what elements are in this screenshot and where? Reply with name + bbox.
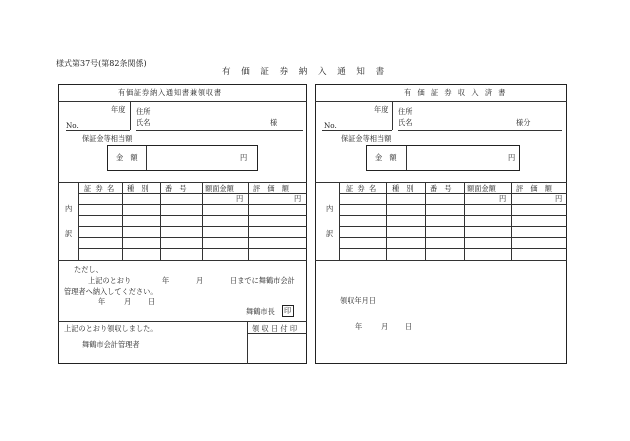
left-mayor: 舞鶴市長 [246, 307, 275, 316]
left-col-number: 番 号 [165, 184, 187, 193]
left-date-day: 日 [148, 297, 156, 306]
left-no-underline [66, 130, 130, 131]
left-title-divider [58, 101, 307, 102]
right-table-bottom [315, 260, 567, 261]
left-stamp-underline [247, 333, 307, 334]
right-col-face-value: 額面金額 [467, 184, 496, 193]
left-row-line-5 [78, 237, 307, 238]
left-notice-2: 上記のとおり [88, 276, 132, 285]
left-receipt-stamp: 領 収 日 付 印 [252, 324, 298, 333]
right-address-label: 住所 [398, 107, 413, 116]
right-col-type: 種 別 [392, 184, 414, 193]
left-notice-3: 日までに舞鶴市会計 [230, 276, 295, 285]
right-name-underline [398, 130, 562, 131]
left-row-line-1 [78, 193, 307, 194]
form-reference: 様式第37号(第82条関係) [56, 59, 147, 68]
left-stamp-divider [247, 321, 248, 364]
right-col-valuation: 評 価 額 [516, 184, 552, 193]
left-seal: 印 [284, 306, 292, 315]
left-slip-title: 有価証券納入通知書兼領収書 [118, 88, 222, 97]
left-notice-month: 月 [196, 276, 204, 285]
left-col-yen-2: 円 [294, 194, 302, 203]
right-no-underline [322, 130, 392, 131]
right-col-yen-2: 円 [555, 194, 563, 203]
left-receipt-divider [58, 321, 307, 322]
left-breakdown-label-2: 訳 [65, 229, 73, 238]
right-amount-label: 金 額 [375, 153, 397, 162]
right-deposit-label: 保証金等相当額 [341, 134, 392, 143]
left-notice-4: 管理者へ納入してください。 [64, 287, 158, 296]
left-address-label: 住所 [136, 107, 151, 116]
left-name-label: 氏名 [136, 118, 151, 127]
left-row-line-6 [78, 248, 307, 249]
left-table-bottom [58, 260, 307, 261]
left-name-underline [136, 130, 303, 131]
right-no-label: No. [324, 121, 337, 130]
left-notice-1: ただし、 [74, 265, 103, 274]
right-row-line-3 [339, 215, 567, 216]
left-row-line-2 [78, 204, 307, 205]
left-col-type: 種 別 [127, 184, 149, 193]
right-col-security-name: 証 券 名 [346, 184, 378, 193]
right-breakdown-label-1: 内 [326, 204, 334, 213]
right-date-year: 年 [355, 322, 363, 331]
left-date-month: 月 [124, 297, 132, 306]
left-no-label: No. [66, 121, 79, 130]
right-slip-title: 有 価 証 券 収 入 済 書 [404, 88, 508, 97]
left-col-yen-1: 円 [236, 194, 244, 203]
right-col-yen-1: 円 [499, 194, 507, 203]
left-deposit-label: 保証金等相当額 [82, 134, 133, 143]
right-row-line-1 [339, 193, 567, 194]
left-amount-yen: 円 [240, 153, 248, 162]
left-date-year: 年 [98, 297, 106, 306]
right-honorific: 様分 [516, 118, 531, 127]
right-header-divider [392, 102, 393, 130]
right-breakdown-label-2: 訳 [326, 229, 334, 238]
left-fiscal-year: 年度 [111, 105, 126, 114]
left-row-line-3 [78, 215, 307, 216]
right-row-line-6 [339, 248, 567, 249]
document-title: 有 価 証 券 納 入 通 知 書 [222, 67, 389, 77]
right-row-line-5 [339, 237, 567, 238]
left-col-face-value: 額面金額 [205, 184, 234, 193]
left-amount-label: 金 額 [116, 153, 138, 162]
right-date-month: 月 [381, 322, 389, 331]
right-fiscal-year: 年度 [374, 105, 389, 114]
left-row-line-4 [78, 226, 307, 227]
left-notice-year: 年 [162, 276, 170, 285]
right-amount-yen: 円 [508, 153, 516, 162]
right-row-line-4 [339, 226, 567, 227]
left-table-top [58, 182, 307, 183]
left-breakdown-label-1: 内 [65, 204, 73, 213]
right-received-date-label: 領収年月日 [340, 296, 376, 305]
left-honorific: 様 [270, 118, 278, 127]
left-header-divider [130, 102, 131, 130]
right-amount-divider [406, 146, 407, 170]
left-treasurer: 舞鶴市会計管理者 [82, 340, 140, 349]
right-title-divider [315, 101, 567, 102]
left-amount-divider [146, 146, 147, 170]
left-col-security-name: 証 券 名 [84, 184, 116, 193]
left-received-text: 上記のとおり領収しました。 [64, 324, 158, 333]
right-col-number: 番 号 [430, 184, 452, 193]
right-table-top [315, 182, 567, 183]
right-date-day: 日 [405, 322, 413, 331]
right-row-line-2 [339, 204, 567, 205]
left-col-valuation: 評 価 額 [253, 184, 289, 193]
right-name-label: 氏名 [398, 118, 413, 127]
